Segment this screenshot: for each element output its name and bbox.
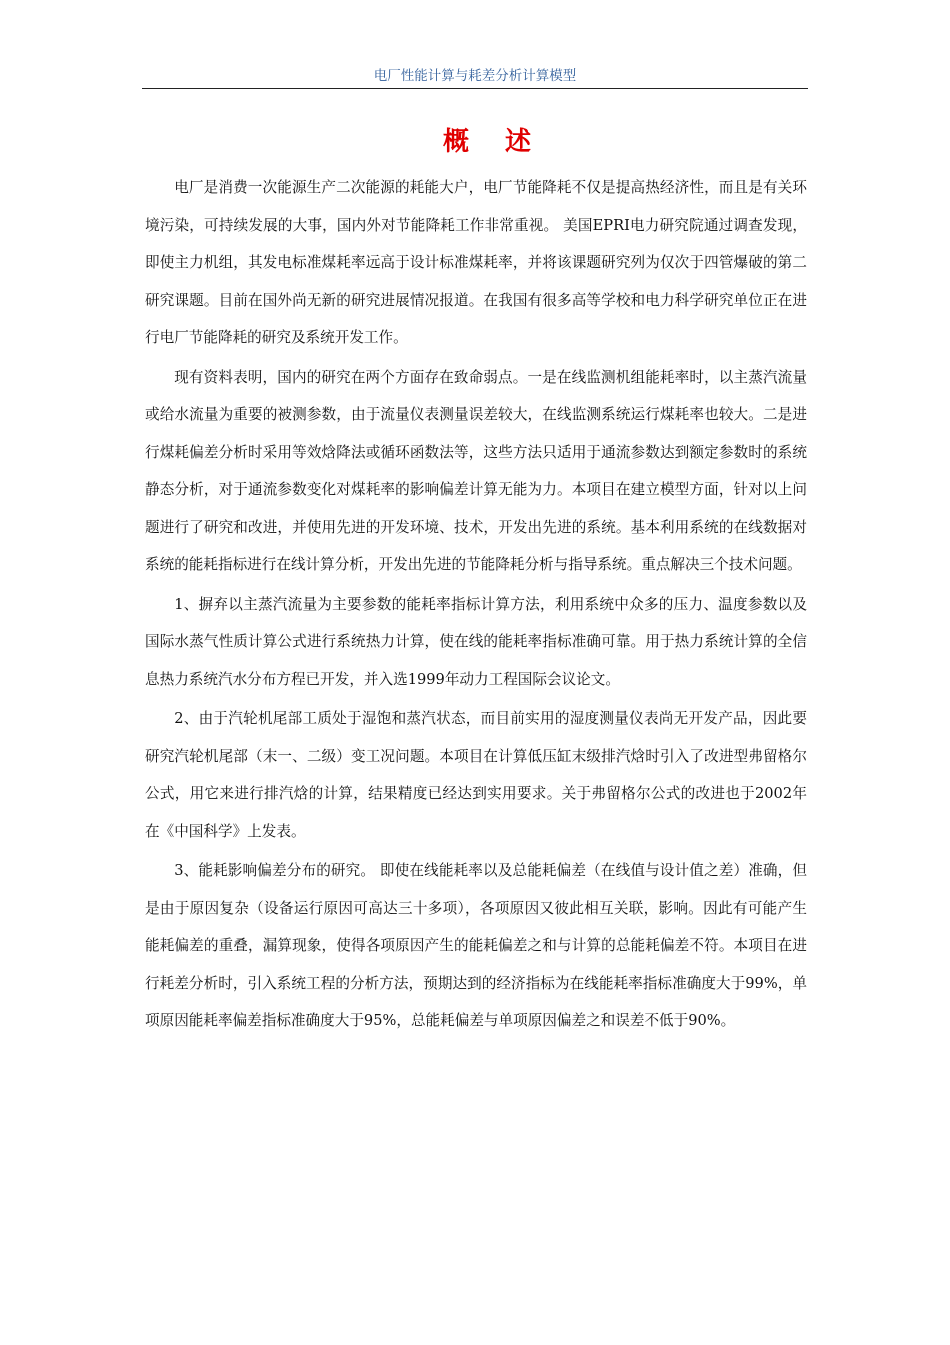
paragraph-current-research: 现有资料表明，国内的研究在两个方面存在致命弱点。一是在线监测机组能耗率时，以主蒸汽流量或给水流量为重要的被测参数，由于流量仪表测量误差较大，在线监测系统运行煤耗率也较大。二是进行煤耗偏差分析时采用等效焓降法或循环函数法等，这些方法只适用于通流参数达到额定参数时的系统静态分析，对于通流参数变化对煤耗率的影响偏差计算无能为力。本项目在建立模型方面，针对以上问题进行了研究和改进，并使用先进的开发环境、技术，开发出先进的系统。基本利用系统的在线数据对系统的能耗指标进行在线计算分析，开发出先进的节能降耗分析与指导系统。重点解决三个技术问题。: [145, 368, 807, 573]
paragraph-item-2: 2、由于汽轮机尾部工质处于湿饱和蒸汽状态，而目前实用的湿度测量仪表尚无开发产品，因此要研究汽轮机尾部（末一、二级）变工况问题。本项目在计算低压缸末级排汽焓时引入了改进型弗留格尔公式，用它来进行排汽焓的计算，结果精度已经达到实用要求。关于弗留格尔公式的改进也于2002年在《中国科学》上发表。: [145, 710, 807, 840]
running-header: [142, 66, 808, 89]
body-content: [145, 169, 807, 1042]
document-title: 概述: [442, 127, 567, 157]
paragraph-intro: 电厂是消费一次能源生产二次能源的耗能大户，电厂节能降耗不仅是提高热经济性，而且是有关环境污染，可持续发展的大事，国内外对节能降耗工作非常重视。 美国EPRI电力研究院通过调查发现，即使主力机组，其发电标准煤耗率远高于设计标准煤耗率，并将该课题研究列为仅次于四管爆破的第二研究课题。目前在国外尚无新的研究进展情况报道。在我国有很多高等学校和电力科学研究单位正在进行电厂节能降耗的研究及系统开发工作。: [145, 179, 807, 346]
paragraph-item-1: 1、摒弃以主蒸汽流量为主要参数的能耗率指标计算方法，利用系统中众多的压力、温度参数以及国际水蒸气性质计算公式进行系统热力计算，使在线的能耗率指标准确可靠。用于热力系统计算的全信息热力系统汽水分布方程已开发，并入选1999年动力工程国际会议论文。: [145, 595, 807, 688]
running-header-text: 电厂性能计算与耗差分析计算模型: [373, 68, 577, 84]
paragraph-item-3: 3、能耗影响偏差分布的研究。 即使在线能耗率以及总能耗偏差（在线值与设计值之差）准确，但是由于原因复杂（设备运行原因可高达三十多项），各项原因又彼此相互关联，影响。因此有可能产生能耗偏差的重叠，漏算现象，使得各项原因产生的能耗偏差之和与计算的总能耗偏差不符。本项目在进行耗差分析时，引入系统工程的分析方法，预期达到的经济指标为在线能耗率指标准确度大于99%，单项原因能耗率偏差指标准确度大于95%，总能耗偏差与单项原因偏差之和误差不低于90%。: [145, 862, 807, 1029]
